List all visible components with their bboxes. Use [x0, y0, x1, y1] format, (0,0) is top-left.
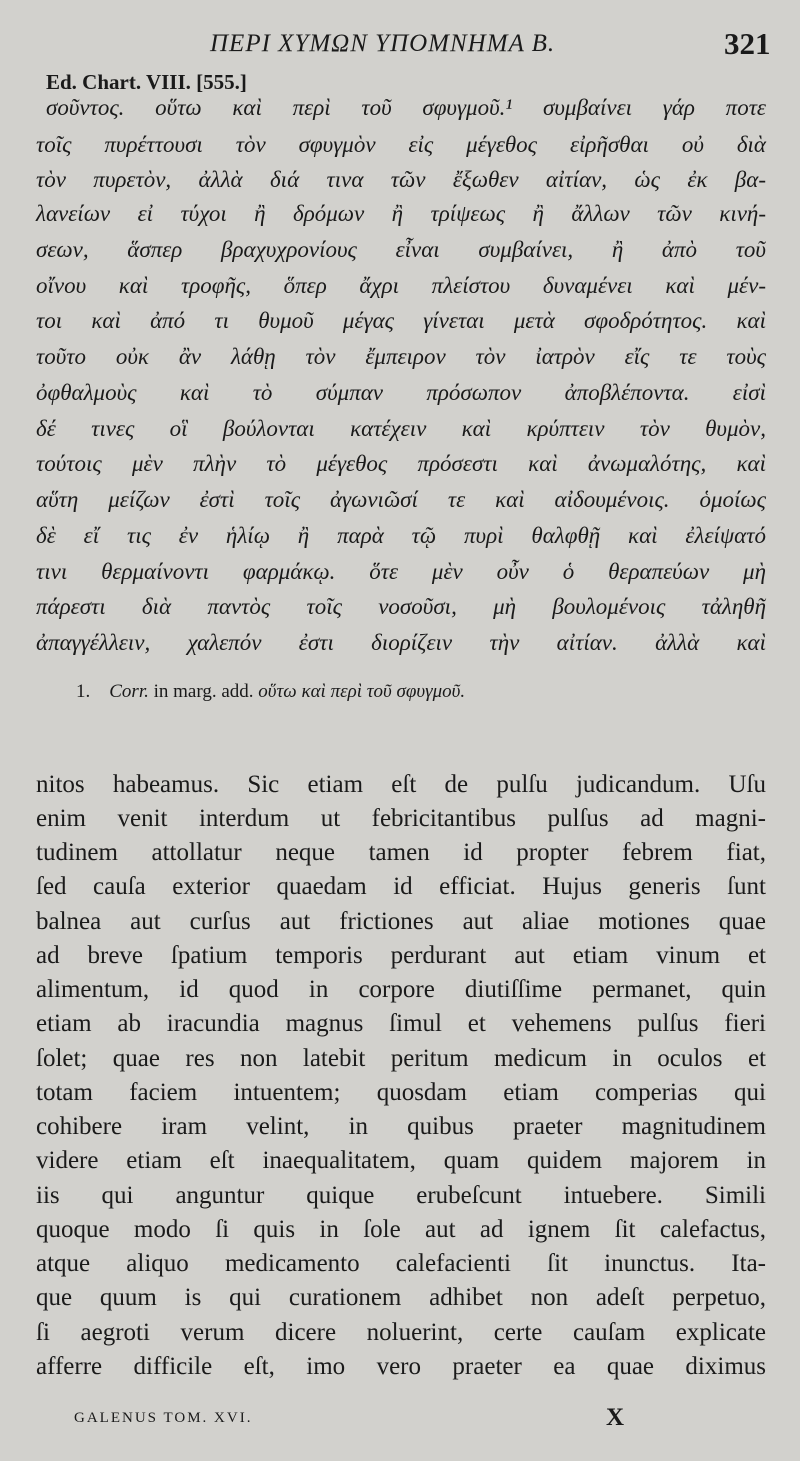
footnote	[76, 680, 465, 704]
latin-line: ſed cauſa exterior quaedam id efficiat. Hujus generis ſunt	[36, 873, 766, 900]
greek-line: τοῦτο οὐκ ἂν λάθῃ τὸν ἔμπειρον τὸν ἰατρὸν εἴς τε τοὺς	[36, 344, 766, 369]
latin-line: cohibere iram velint, in quibus praeter magnitudinem	[36, 1113, 766, 1140]
latin-line: etiam ab iracundia magnus ſimul et vehemens pulſus fieri	[36, 1010, 766, 1037]
greek-line: αὕτη μείζων ἐστὶ τοῖς ἀγωνιῶσί τε καὶ αἰδουμένοις. ὁμοίως	[36, 487, 766, 512]
greek-line: πάρεστι διὰ παντὸς τοῖς νοσοῦσι, μὴ βουλομένοις τἀληθῆ	[36, 594, 766, 619]
footnote-text: in marg. add.	[153, 681, 254, 702]
greek-line: ὀφθαλμοὺς καὶ τὸ σύμπαν πρόσωπον ἀποβλέποντα. εἰσὶ	[36, 380, 766, 405]
greek-line: τοι καὶ ἀπό τι θυμοῦ μέγας γίνεται μετὰ σφοδρότητος. καὶ	[36, 308, 766, 333]
footnote-number: 1.	[76, 681, 91, 702]
latin-line: videre etiam eſt inaequalitatem, quam quidem majorem in	[36, 1147, 766, 1174]
page-number: 321	[724, 26, 771, 61]
greek-line: τούτοις μὲν πλὴν τὸ μέγεθος πρόσεστι καὶ ἀνωμαλότης, καὶ	[36, 451, 766, 476]
latin-line: ad breve ſpatium temporis perdurant aut etiam vinum et	[36, 942, 766, 969]
latin-line: afferre difficile eſt, imo vero praeter ea quae diximus	[36, 1353, 766, 1380]
greek-line: σεων, ἅσπερ βραχυχρονίους εἶναι συμβαίνει, ἢ ἀπὸ τοῦ	[36, 237, 766, 262]
running-head	[0, 26, 800, 66]
latin-line: atque aliquo medicamento calefacienti ſit inunctus. Ita-	[36, 1250, 766, 1277]
signature-mark: X	[606, 1404, 625, 1431]
greek-line: δέ τινες οἳ βούλονται κατέχειν καὶ κρύπτειν τὸν θυμὸν,	[36, 416, 766, 441]
greek-line: σοῦντος. οὕτω καὶ περὶ τοῦ σφυγμοῦ.¹ συμβαίνει γάρ ποτε	[46, 95, 766, 120]
greek-line: ἀπαγγέλλειν, χαλεπόν ἐστι διορίζειν τὴν αἰτίαν. ἀλλὰ καὶ	[36, 630, 766, 655]
greek-line: λανείων εἰ τύχοι ἢ δρόμων ἢ τρίψεως ἢ ἄλλων τῶν κινή-	[36, 201, 766, 226]
printer-signature: GALENUS TOM. XVI.	[74, 1410, 253, 1426]
latin-line: tudinem attollatur neque tamen id propter febrem fiat,	[36, 839, 766, 866]
greek-line: τοῖς πυρέττουσι τὸν σφυγμὸν εἰς μέγεθος εἰρῆσθαι οὐ διὰ	[36, 132, 766, 157]
latin-line: ſi aegroti verum dicere noluerint, certe cauſam explicate	[36, 1319, 766, 1346]
latin-line: que quum is qui curationem adhibet non adeſt perpetuo,	[36, 1284, 766, 1311]
greek-line: τινι θερμαίνοντι φαρμάκῳ. ὅτε μὲν οὖν ὁ θεραπεύων μὴ	[36, 559, 766, 584]
latin-line: iis qui anguntur quique erubeſcunt intuebere. Simili	[36, 1182, 766, 1209]
latin-line: totam faciem intuentem; quosdam etiam comperias qui	[36, 1079, 766, 1106]
latin-line: alimentum, id quod in corpore diutiſſime permanet, quin	[36, 976, 766, 1003]
footnote-corr: Corr.	[109, 681, 149, 702]
running-title: ΠΕΡΙ ΧΥΜΩΝ ΥΠΟΜΝΗΜΑ Β.	[210, 30, 556, 57]
latin-line: quoque modo ſi quis in ſole aut ad ignem ſit calefactus,	[36, 1216, 766, 1243]
greek-line: τὸν πυρετὸν, ἀλλὰ διά τινα τῶν ἔξωθεν αἰτίαν, ὡς ἐκ βα-	[36, 167, 766, 192]
edition-reference: Ed. Chart. VIII. [555.]	[46, 70, 247, 94]
latin-line: enim venit interdum ut febricitantibus pulſus ad magni-	[36, 805, 766, 832]
latin-line: ſolet; quae res non latebit peritum medicum in oculos et	[36, 1045, 766, 1072]
latin-line: balnea aut curſus aut frictiones aut aliae motiones quae	[36, 908, 766, 935]
latin-line: nitos habeamus. Sic etiam eſt de pulſu judicandum. Uſu	[36, 771, 766, 798]
greek-line: οἴνου καὶ τροφῆς, ὅπερ ἄχρι πλείστου δυναμένει καὶ μέν-	[36, 273, 766, 298]
greek-line: δὲ εἴ τις ἐν ἡλίῳ ἢ παρὰ τῷ πυρὶ θαλφθῇ καὶ ἐλείψατό	[36, 523, 766, 548]
footnote-greek: οὕτω καὶ περὶ τοῦ σφυγμοῦ.	[258, 681, 466, 702]
